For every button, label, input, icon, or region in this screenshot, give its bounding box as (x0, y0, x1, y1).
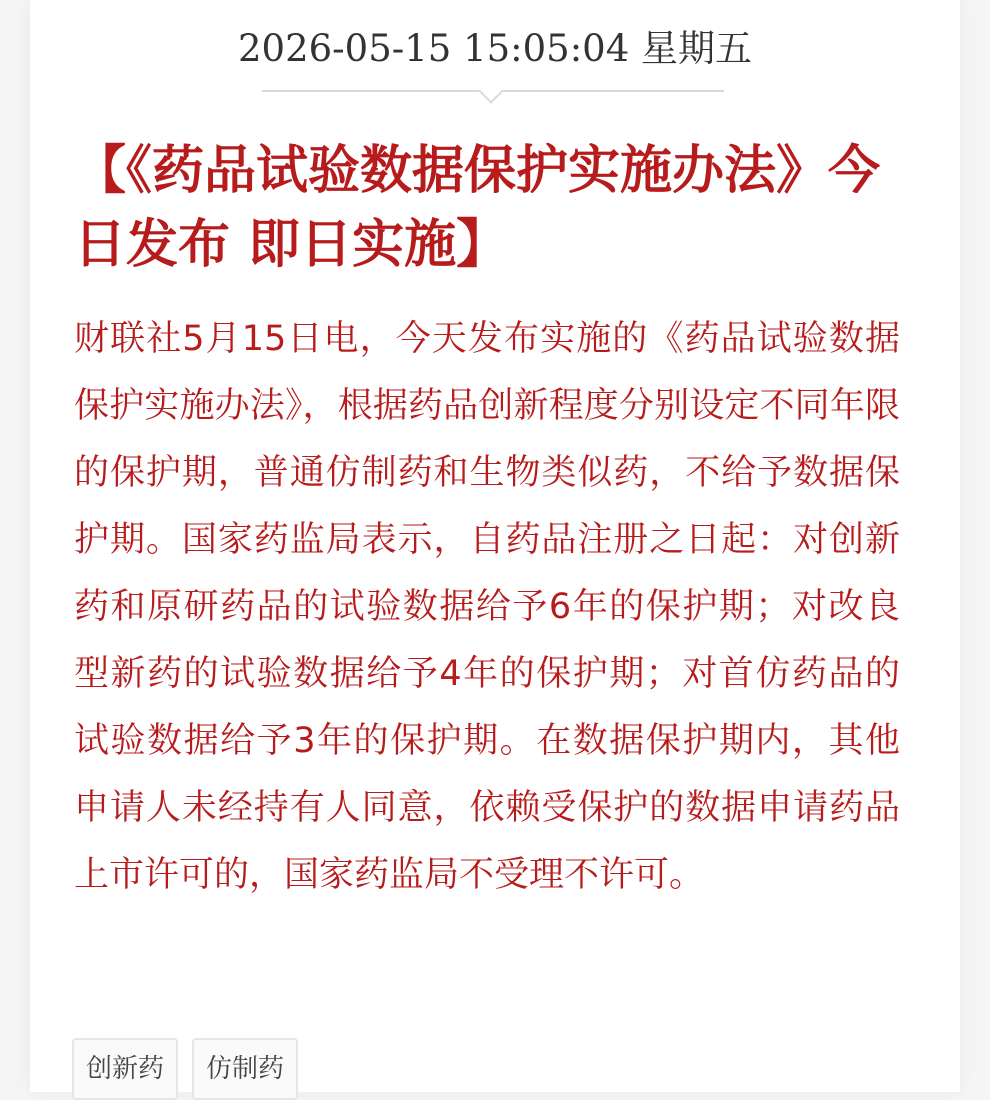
tag-innovative-drug[interactable]: 创新药 (72, 1038, 178, 1100)
article-body: 财联社5月15日电，今天发布实施的《药品试验数据保护实施办法》，根据药品创新程度分别设定不同年限的保护期，普通仿制药和生物类似药，不给予数据保护期。国家药监局表示，自药品注册之日起：对创新药和原研药品的试验数据给予6年的保护期；对改良型新药的试验数据给予4年的保护期；对首仿药品的试验数据给予3年的保护期。在数据保护期内，其他申请人未经持有人同意，依赖受保护的数据申请药品上市许可的，国家药监局不受理不许可。 (74, 319, 900, 895)
article-card (30, 0, 960, 1092)
article-headline: 【《药品试验数据保护实施办法》今日发布 即日实施】 (74, 141, 881, 275)
tag-list (72, 1038, 298, 1100)
tag-generic-drug[interactable]: 仿制药 (192, 1038, 298, 1100)
divider-notch (478, 78, 503, 103)
publish-timestamp: 2026-05-15 15:05:04 星期五 (237, 27, 753, 70)
